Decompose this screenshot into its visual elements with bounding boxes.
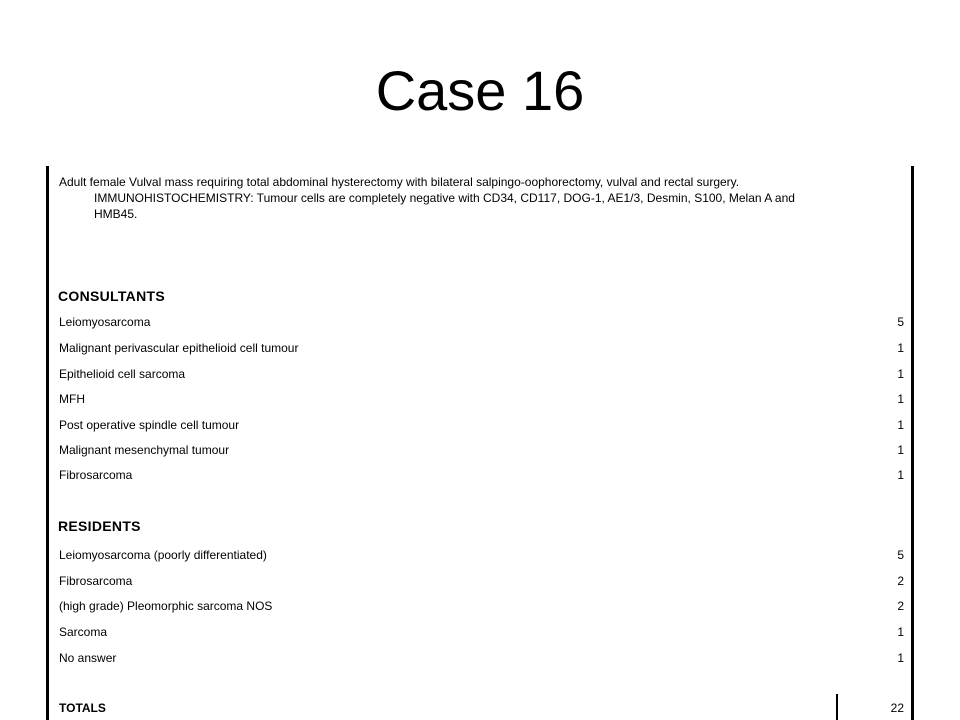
diagnosis-label: Epithelioid cell sarcoma [59,367,186,381]
consultants-row [59,314,904,330]
case-description [59,174,829,222]
consultants-row [59,467,904,483]
diagnosis-label: Leiomyosarcoma [59,315,151,329]
diagnosis-label: Leiomyosarcoma (poorly differentiated) [59,548,267,562]
table-right-border [911,166,914,720]
residents-row [59,573,904,589]
diagnosis-label: Malignant mesenchymal tumour [59,443,230,457]
diagnosis-label: (high grade) Pleomorphic sarcoma NOS [59,599,273,613]
diagnosis-count: 1 [897,625,904,639]
residents-row [59,650,904,666]
diagnosis-label: Sarcoma [59,625,108,639]
residents-row [59,547,904,563]
diagnosis-count: 1 [897,418,904,432]
diagnosis-label: Post operative spindle cell tumour [59,418,240,432]
diagnosis-label: Fibrosarcoma [59,468,133,482]
diagnosis-count: 1 [897,443,904,457]
consultants-row [59,391,904,407]
diagnosis-label: Fibrosarcoma [59,574,133,588]
table-left-border [46,166,49,720]
totals-row [59,700,904,716]
totals-count: 22 [890,701,904,715]
diagnosis-count: 2 [897,599,904,613]
totals-label: TOTALS [59,701,106,715]
diagnosis-count: 2 [897,574,904,588]
consultants-row [59,366,904,382]
slide-title: Case 16 [375,59,585,122]
residents-row [59,624,904,640]
diagnosis-count: 5 [897,315,904,329]
diagnosis-label: MFH [59,392,85,406]
residents-row [59,598,904,614]
case-description-line2: IMMUNOHISTOCHEMISTRY: Tumour cells are completely negative with CD34, CD117, DOG-1, AE1/3, Desmin, S100, Melan A and HMB45. [94,191,795,221]
diagnosis-label: Malignant perivascular epithelioid cell tumour [59,341,299,355]
diagnosis-label: No answer [59,651,117,665]
diagnosis-count: 1 [897,341,904,355]
diagnosis-count: 1 [897,651,904,665]
diagnosis-count: 5 [897,548,904,562]
consultants-heading: CONSULTANTS [58,288,165,304]
case-description-line1: Adult female Vulval mass requiring total abdominal hysterectomy with bilateral salpingo-oophorectomy, vulval and rectal surgery. [59,175,740,189]
consultants-row [59,340,904,356]
diagnosis-count: 1 [897,468,904,482]
consultants-row [59,417,904,433]
residents-heading: RESIDENTS [58,518,141,534]
consultants-row [59,442,904,458]
diagnosis-count: 1 [897,392,904,406]
diagnosis-count: 1 [897,367,904,381]
